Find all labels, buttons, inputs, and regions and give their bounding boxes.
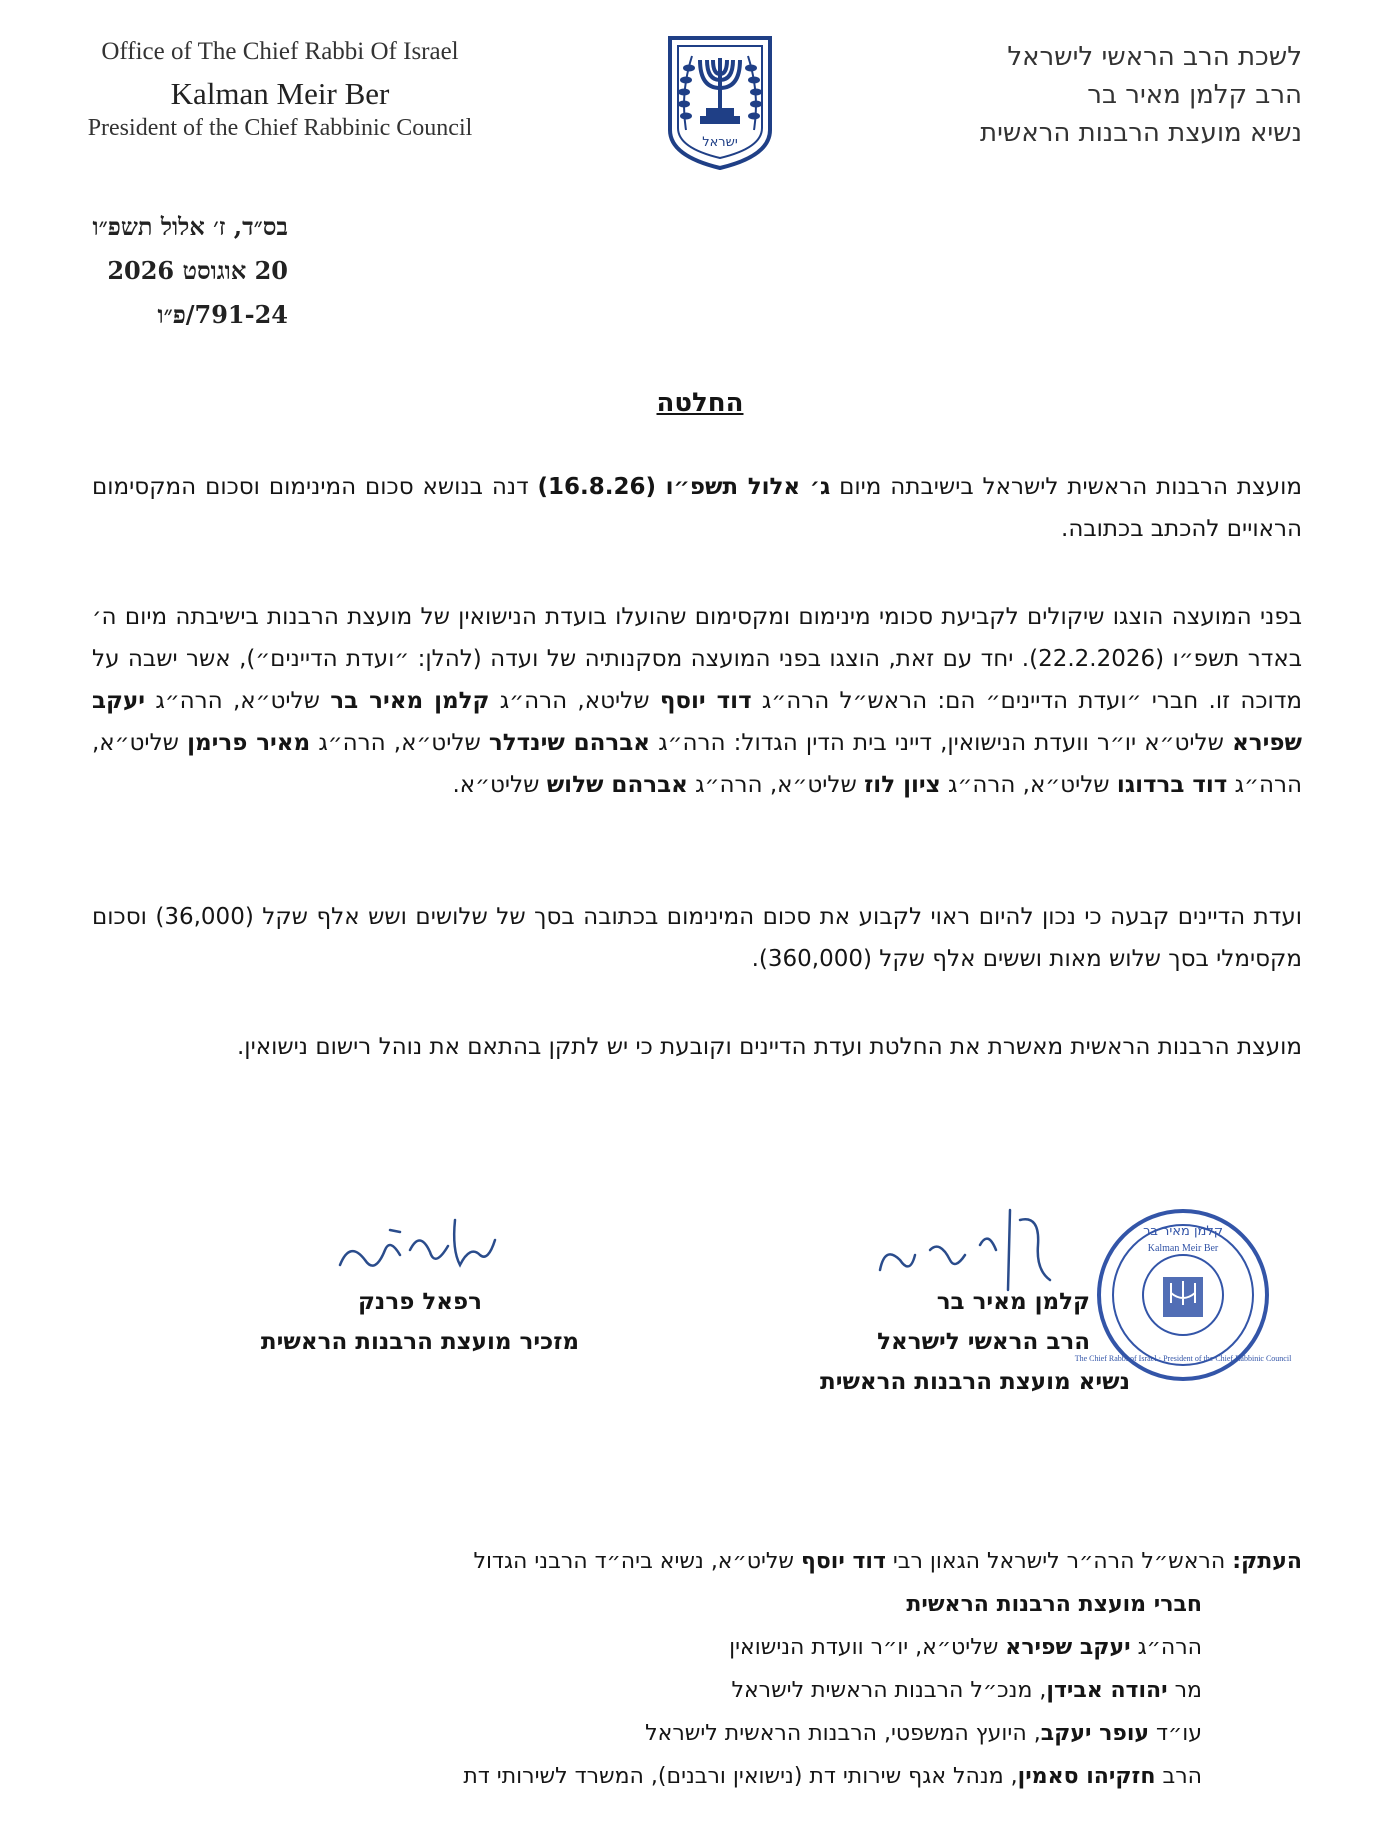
cc-line-6 bbox=[92, 1755, 1302, 1798]
stamp-ring-text: The Chief Rabbi of Israel · President of the Chief Rabbinic Council bbox=[1074, 1354, 1292, 1363]
paragraph-4: מועצת הרבנות הראשית מאשרת את החלטת ועדת הדיינים וקובעת כי יש לתקן בהתאם את נוהל רישום נישואין. bbox=[237, 1034, 1302, 1060]
cc-line-3-name: יעקב שפירא bbox=[1005, 1635, 1131, 1660]
cc-line-1 bbox=[92, 1540, 1302, 1583]
cc-line-1-c: שליט״א, נשיא ביה״ד הרבני הגדול bbox=[473, 1549, 801, 1574]
cc-line-1-a: הראש״ל הרה״ר לישראל הגאון רבי bbox=[885, 1549, 1233, 1574]
p2-text-i: שליט״א. bbox=[452, 772, 547, 798]
menorah-emblem-icon bbox=[664, 34, 776, 172]
page-title: החלטה bbox=[656, 388, 744, 418]
p2-text-g: שליט״א, הרה״ג bbox=[940, 772, 1117, 798]
cc-line-4-name: יהודה אבידן bbox=[1046, 1678, 1168, 1703]
p2-name-4: אברהם שינדלר bbox=[488, 730, 651, 756]
p2-name-5: מאיר פרימן bbox=[187, 730, 311, 756]
hebrew-date: בס״ד, ז׳ אלול תשפ״ו bbox=[92, 212, 288, 241]
cc-line-2 bbox=[92, 1583, 1302, 1626]
cc-line-5-a: עו״ד bbox=[1149, 1721, 1202, 1746]
header-position-en: President of the Chief Rabbinic Council bbox=[87, 115, 473, 141]
p2-name-7: ציון לוז bbox=[864, 772, 941, 798]
gregorian-date: 20 אוגוסט 2026 bbox=[107, 256, 288, 285]
paragraph-2 bbox=[92, 596, 1302, 806]
p2-text-b: שליטא, הרה״ג bbox=[489, 688, 660, 714]
cc-line-3-a: הרה״ג bbox=[1130, 1635, 1202, 1660]
signature-left-title: מזכיר מועצת הרבנות הראשית bbox=[260, 1329, 580, 1355]
paragraph-3: ועדת הדיינים קבעה כי נכון להיום ראוי לקבוע את סכום המינימום בכתובה בסך של שלושים ושש אלף שקל (36,000) וסכום מקסימלי בסך שלוש מאות וששים אלף שקל (360,000). bbox=[92, 904, 1302, 972]
p2-name-6: דוד ברדוגו bbox=[1116, 772, 1228, 798]
p1-text-a: מועצת הרבנות הראשית לישראל בישיבתה מיום bbox=[830, 474, 1302, 500]
p2-name-8: אברהם שלוש bbox=[546, 772, 688, 798]
cc-line-4-a: מר bbox=[1167, 1678, 1202, 1703]
p2-text-f: שליט״א, הרה״ג bbox=[92, 730, 1302, 798]
reference-number: 791-24/פ״ו bbox=[157, 300, 288, 329]
p2-text-c: שליט״א, הרה״ג bbox=[145, 688, 331, 714]
signature-left-name: רפאל פרנק bbox=[358, 1289, 482, 1315]
cc-line-6-name: חזקיהו סאמין bbox=[1017, 1764, 1156, 1789]
signature-right-title-1: הרב הראשי לישראל bbox=[877, 1329, 1090, 1355]
header-office-he: לשכת הרב הראשי לישראל bbox=[1007, 42, 1302, 72]
p2-text-h: שליט״א, הרה״ג bbox=[687, 772, 865, 798]
signature-right bbox=[800, 1282, 1130, 1402]
p2-name-1: דוד יוסף bbox=[659, 688, 752, 714]
header-position-he: נשיא מועצת הרבנות הראשית bbox=[980, 118, 1302, 148]
p2-name-2: קלמן מאיר בר bbox=[330, 688, 490, 714]
p2-name-3: יעקב שפירא bbox=[92, 688, 1302, 756]
cc-line-5-name: עופר יעקב bbox=[1040, 1721, 1150, 1746]
signature-left-handwriting bbox=[330, 1210, 500, 1290]
header-name-en: Kalman Meir Ber bbox=[170, 76, 390, 111]
header-hebrew bbox=[882, 38, 1302, 152]
cc-line-1-name: דוד יוסף bbox=[800, 1549, 886, 1574]
header-office-en: Office of The Chief Rabbi Of Israel bbox=[101, 38, 459, 65]
cc-line-5 bbox=[92, 1712, 1302, 1755]
cc-line-6-c: , מנהל אגף שירותי דת (נישואין ורבנים), המשרד לשירותי דת bbox=[463, 1764, 1018, 1789]
stamp-text-he: קלמן מאיר בר bbox=[1143, 1224, 1223, 1239]
paragraph-1 bbox=[92, 466, 1302, 550]
emblem-text: ישראל bbox=[702, 135, 738, 150]
cc-list bbox=[92, 1540, 1302, 1798]
p2-text-e: שליט״א, הרה״ג bbox=[310, 730, 489, 756]
cc-line-6-a: הרב bbox=[1155, 1764, 1202, 1789]
p1-text-c: דנה בנושא סכום המינימום וסכום המקסימום הראויים להכתב בכתובה. bbox=[92, 474, 1302, 542]
stamp-text-en: Kalman Meir Ber bbox=[1147, 1243, 1219, 1254]
cc-line-3-c: שליט״א, יו״ר וועדת הנישואין bbox=[729, 1635, 1006, 1660]
signature-right-title-2: נשיא מועצת הרבנות הראשית bbox=[819, 1369, 1130, 1395]
p2-text-a: בפני המועצה הוצגו שיקולים לקביעת סכומי מינימום ומקסימום שהועלו בועדת הנישואין של מועצת הרבנות בישיבתה מיום ה׳ באדר תשפ״ו (22.2.2026). יחד עם זאת, הוצגו בפני המועצה מסקנותיה של ועדה (להלן: ״ועדת הדיינים״), אשר ישבה על מדוכה זו. חברי ״ועדת הדיינים״ הם: הראש״ל הרה״ג bbox=[92, 604, 1302, 714]
signature-left bbox=[240, 1282, 600, 1362]
cc-line-4-c: , מנכ״ל הרבנות הראשית לישראל bbox=[731, 1678, 1047, 1703]
p2-text-d: שליט״א יו״ר וועדת הנישואין, דייני בית הדין הגדול: הרה״ג bbox=[650, 730, 1233, 756]
cc-line-5-c: , היועץ המשפטי, הרבנות הראשית לישראל bbox=[645, 1721, 1041, 1746]
signature-right-name: קלמן מאיר בר bbox=[936, 1289, 1090, 1315]
cc-line-2-text: חברי מועצת הרבנות הראשית bbox=[906, 1592, 1202, 1617]
p1-date-bold: ג׳ אלול תשפ״ו (16.8.26) bbox=[537, 474, 831, 500]
header-name-he: הרב קלמן מאיר בר bbox=[1087, 80, 1302, 110]
cc-line-4 bbox=[92, 1669, 1302, 1712]
cc-line-3 bbox=[92, 1626, 1302, 1669]
cc-label: העתק: bbox=[1232, 1549, 1302, 1574]
